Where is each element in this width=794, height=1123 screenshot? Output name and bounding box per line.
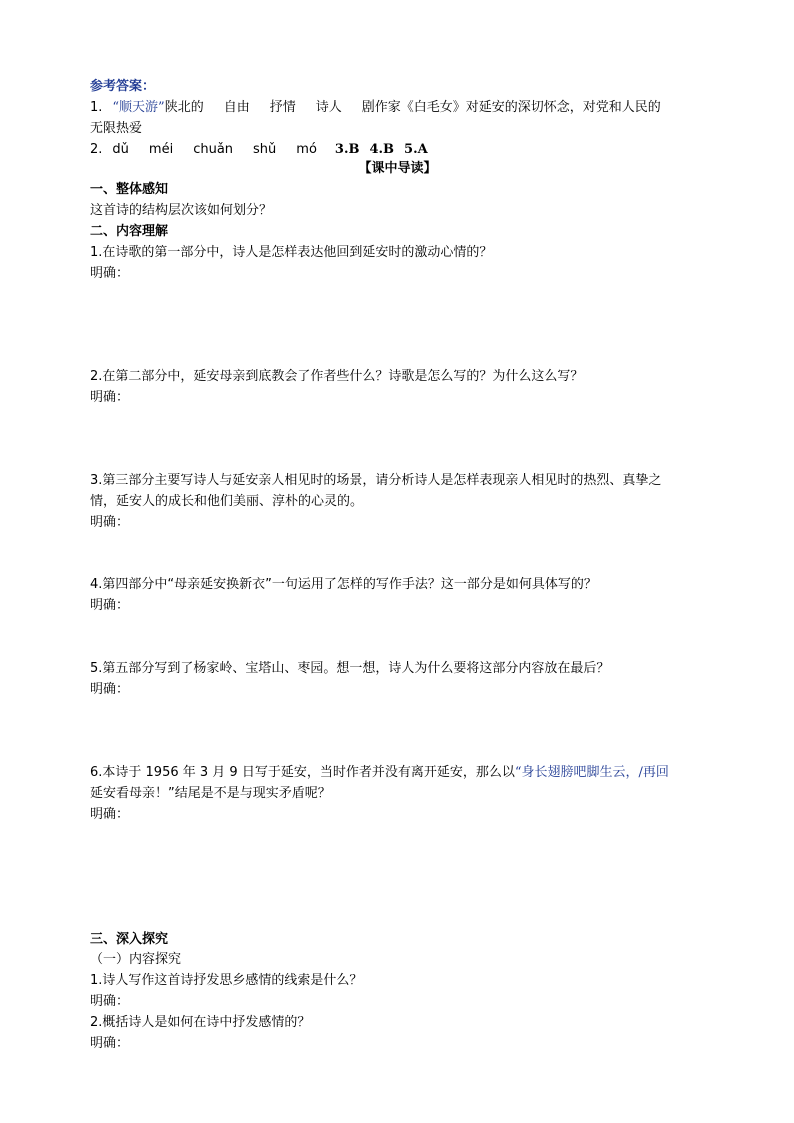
answer-label: 明确： — [90, 994, 130, 1009]
question-3-line-2: 情，延安人的成长和他们美丽、淳朴的心灵的。 — [90, 494, 364, 509]
section-3-heading: 三、深入探究 — [90, 932, 169, 947]
question-5: 5.第五部分写到了杨家岭、宝塔山、枣园。想一想，诗人为什么要将这部分内容放在最后？ — [90, 661, 610, 676]
question-2: 2.在第二部分中，延安母亲到底教会了作者些什么？诗歌是怎么写的？为什么这么写？ — [90, 369, 584, 384]
question-6-line-1 — [90, 764, 669, 782]
question-6-quote: “身长翅膀吧脚生云，/再回 — [514, 765, 669, 780]
answer-1-item: 陕北的 — [164, 100, 204, 115]
section-1-question: 这首诗的结构层次该如何划分？ — [90, 203, 273, 218]
question-3-line-1: 3.第三部分主要写诗人与延安亲人相见时的场景，请分析诗人是怎样表现亲人相见时的热烈、真挚之 — [90, 473, 662, 488]
answers-heading: 参考答案： — [90, 79, 156, 94]
question-6-line-2: 延安看母亲！”结尾是不是与现实矛盾呢？ — [90, 786, 331, 801]
answer-5: 5.A — [404, 142, 428, 157]
answer-1-continued: 无限热爱 — [90, 121, 143, 136]
inquiry-question-2: 2.概括诗人是如何在诗中抒发感情的？ — [90, 1015, 311, 1030]
pinyin-item: méi — [148, 142, 174, 157]
question-6-text: 6.本诗于 1956 年 3 月 9 日写于延安，当时作者并没有离开延安，那么以 — [90, 765, 515, 780]
answer-label: 明确： — [90, 807, 130, 822]
pinyin-item: dǔ — [112, 142, 129, 157]
answer-label: 明确： — [90, 682, 130, 697]
answer-4: 4.B — [369, 142, 395, 157]
answer-label: 明确： — [90, 515, 130, 530]
pinyin-item: mó — [296, 142, 317, 157]
pinyin-item: chuǎn — [193, 142, 234, 157]
answer-label: 明确： — [90, 390, 130, 405]
answer-1-item: 抒情 — [269, 100, 296, 115]
answer-1-item: 自由 — [223, 100, 250, 115]
section-3-subheading: （一）内容探究 — [90, 952, 182, 967]
answer-label: 明确： — [90, 1036, 130, 1051]
answer-label: 明确： — [90, 598, 130, 613]
answer-3: 3.B — [334, 142, 360, 157]
answer-2-number: 2. — [90, 142, 103, 157]
question-4: 4.第四部分中“母亲延安换新衣”一句运用了怎样的写作手法？这一部分是如何具体写的？ — [90, 577, 597, 592]
lesson-title: 【课中导读】 — [358, 161, 437, 176]
section-2-heading: 二、内容理解 — [90, 224, 169, 239]
answer-1 — [90, 99, 661, 117]
answer-2 — [90, 141, 428, 159]
answer-1-number: 1. — [90, 100, 103, 115]
pinyin-item: shǔ — [253, 142, 277, 157]
answer-1-item: 剧作家《白毛女》对延安的深切怀念，对党和人民的 — [361, 100, 661, 115]
section-1-heading: 一、整体感知 — [90, 182, 169, 197]
answer-1-item: 诗人 — [315, 100, 342, 115]
question-1: 1.在诗歌的第一部分中，诗人是怎样表达他回到延安时的激动心情的？ — [90, 245, 493, 260]
answer-label: 明确： — [90, 266, 130, 281]
inquiry-question-1: 1.诗人写作这首诗抒发思乡感情的线索是什么？ — [90, 973, 363, 988]
answer-1-quote: “顺天游” — [112, 100, 165, 115]
